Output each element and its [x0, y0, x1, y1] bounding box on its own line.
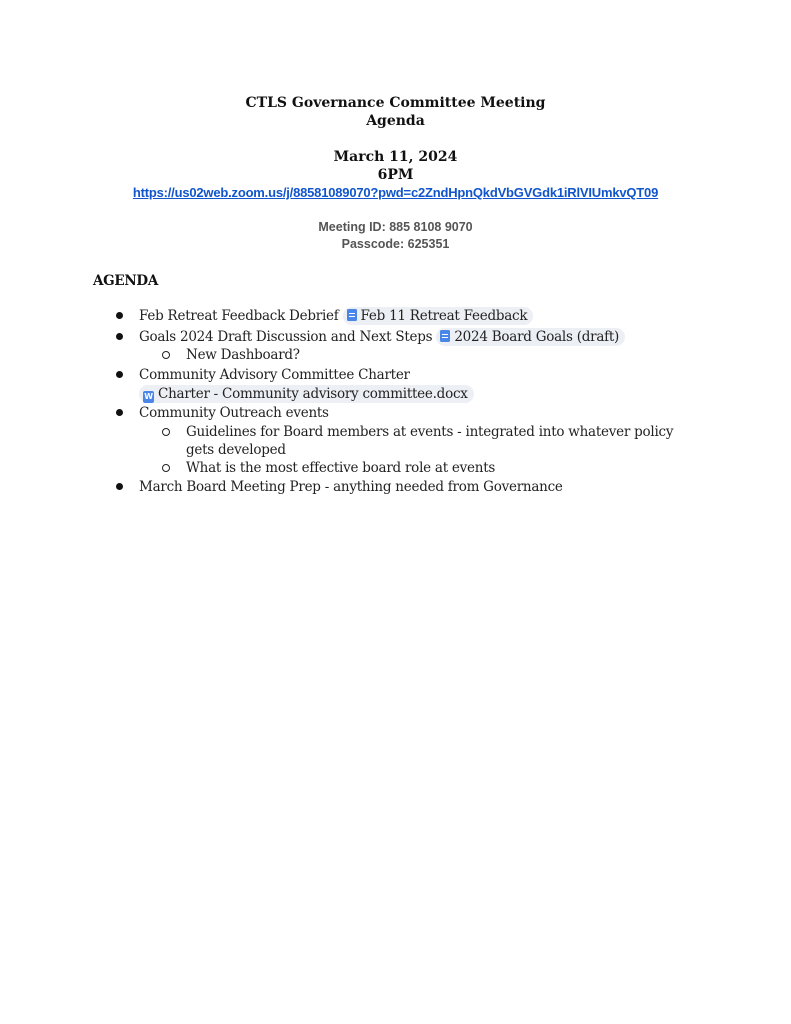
agenda-subitem: Guidelines for Board members at events - integrated into whatever policy: [186, 424, 674, 440]
agenda-item-text: Community Outreach events: [139, 405, 329, 421]
agenda-subitem: New Dashboard?: [186, 347, 300, 363]
google-doc-icon: [347, 309, 357, 321]
word-doc-icon: W: [144, 392, 153, 401]
doc-chip-label: 2024 Board Goals (draft): [454, 329, 620, 345]
meeting-passcode: Passcode: 625351: [341, 237, 450, 251]
zoom-link[interactable]: https://us02web.zoom.us/j/88581089070?pwd=c2ZndHpnQkdVbGVGdk1iRlVIUmkvQT09: [132, 185, 659, 200]
doc-chip-label: Feb 11 Retreat Feedback: [360, 308, 528, 324]
google-doc-icon: [440, 330, 450, 342]
doc-chip-board-goals-draft[interactable]: [436, 328, 625, 346]
bullet-icon: [116, 333, 123, 340]
sub-bullet-icon: [162, 464, 170, 472]
agenda-heading: AGENDA: [93, 273, 159, 289]
agenda-item-text: Goals 2024 Draft Discussion and Next Steps: [139, 329, 433, 345]
agenda-item: [139, 328, 625, 346]
agenda-item-text: Community Advisory Committee Charter: [139, 367, 410, 383]
agenda-item-attachment: [139, 385, 474, 403]
bullet-icon: [116, 312, 123, 319]
sub-bullet-icon: [162, 351, 170, 359]
meeting-date: March 11, 2024: [333, 149, 458, 165]
sub-bullet-icon: [162, 428, 170, 436]
document-title: CTLS Governance Committee Meeting: [245, 95, 546, 111]
agenda-subitem-continuation: gets developed: [186, 442, 286, 458]
doc-chip-feb-retreat-feedback[interactable]: [343, 307, 534, 325]
agenda-item: [139, 307, 533, 325]
agenda-item-text: March Board Meeting Prep - anything needed from Governance: [139, 479, 563, 495]
meeting-id: Meeting ID: 885 8108 9070: [318, 220, 473, 234]
bullet-icon: [116, 409, 123, 416]
bullet-icon: [116, 483, 123, 490]
doc-chip-label: Charter - Community advisory committee.docx: [158, 386, 468, 402]
agenda-item-text: Feb Retreat Feedback Debrief: [139, 308, 339, 324]
document-subtitle: Agenda: [366, 113, 425, 129]
meeting-time: 6PM: [377, 167, 414, 183]
doc-chip-charter[interactable]: [139, 385, 474, 403]
agenda-subitem: What is the most effective board role at events: [186, 460, 496, 476]
bullet-icon: [116, 371, 123, 378]
